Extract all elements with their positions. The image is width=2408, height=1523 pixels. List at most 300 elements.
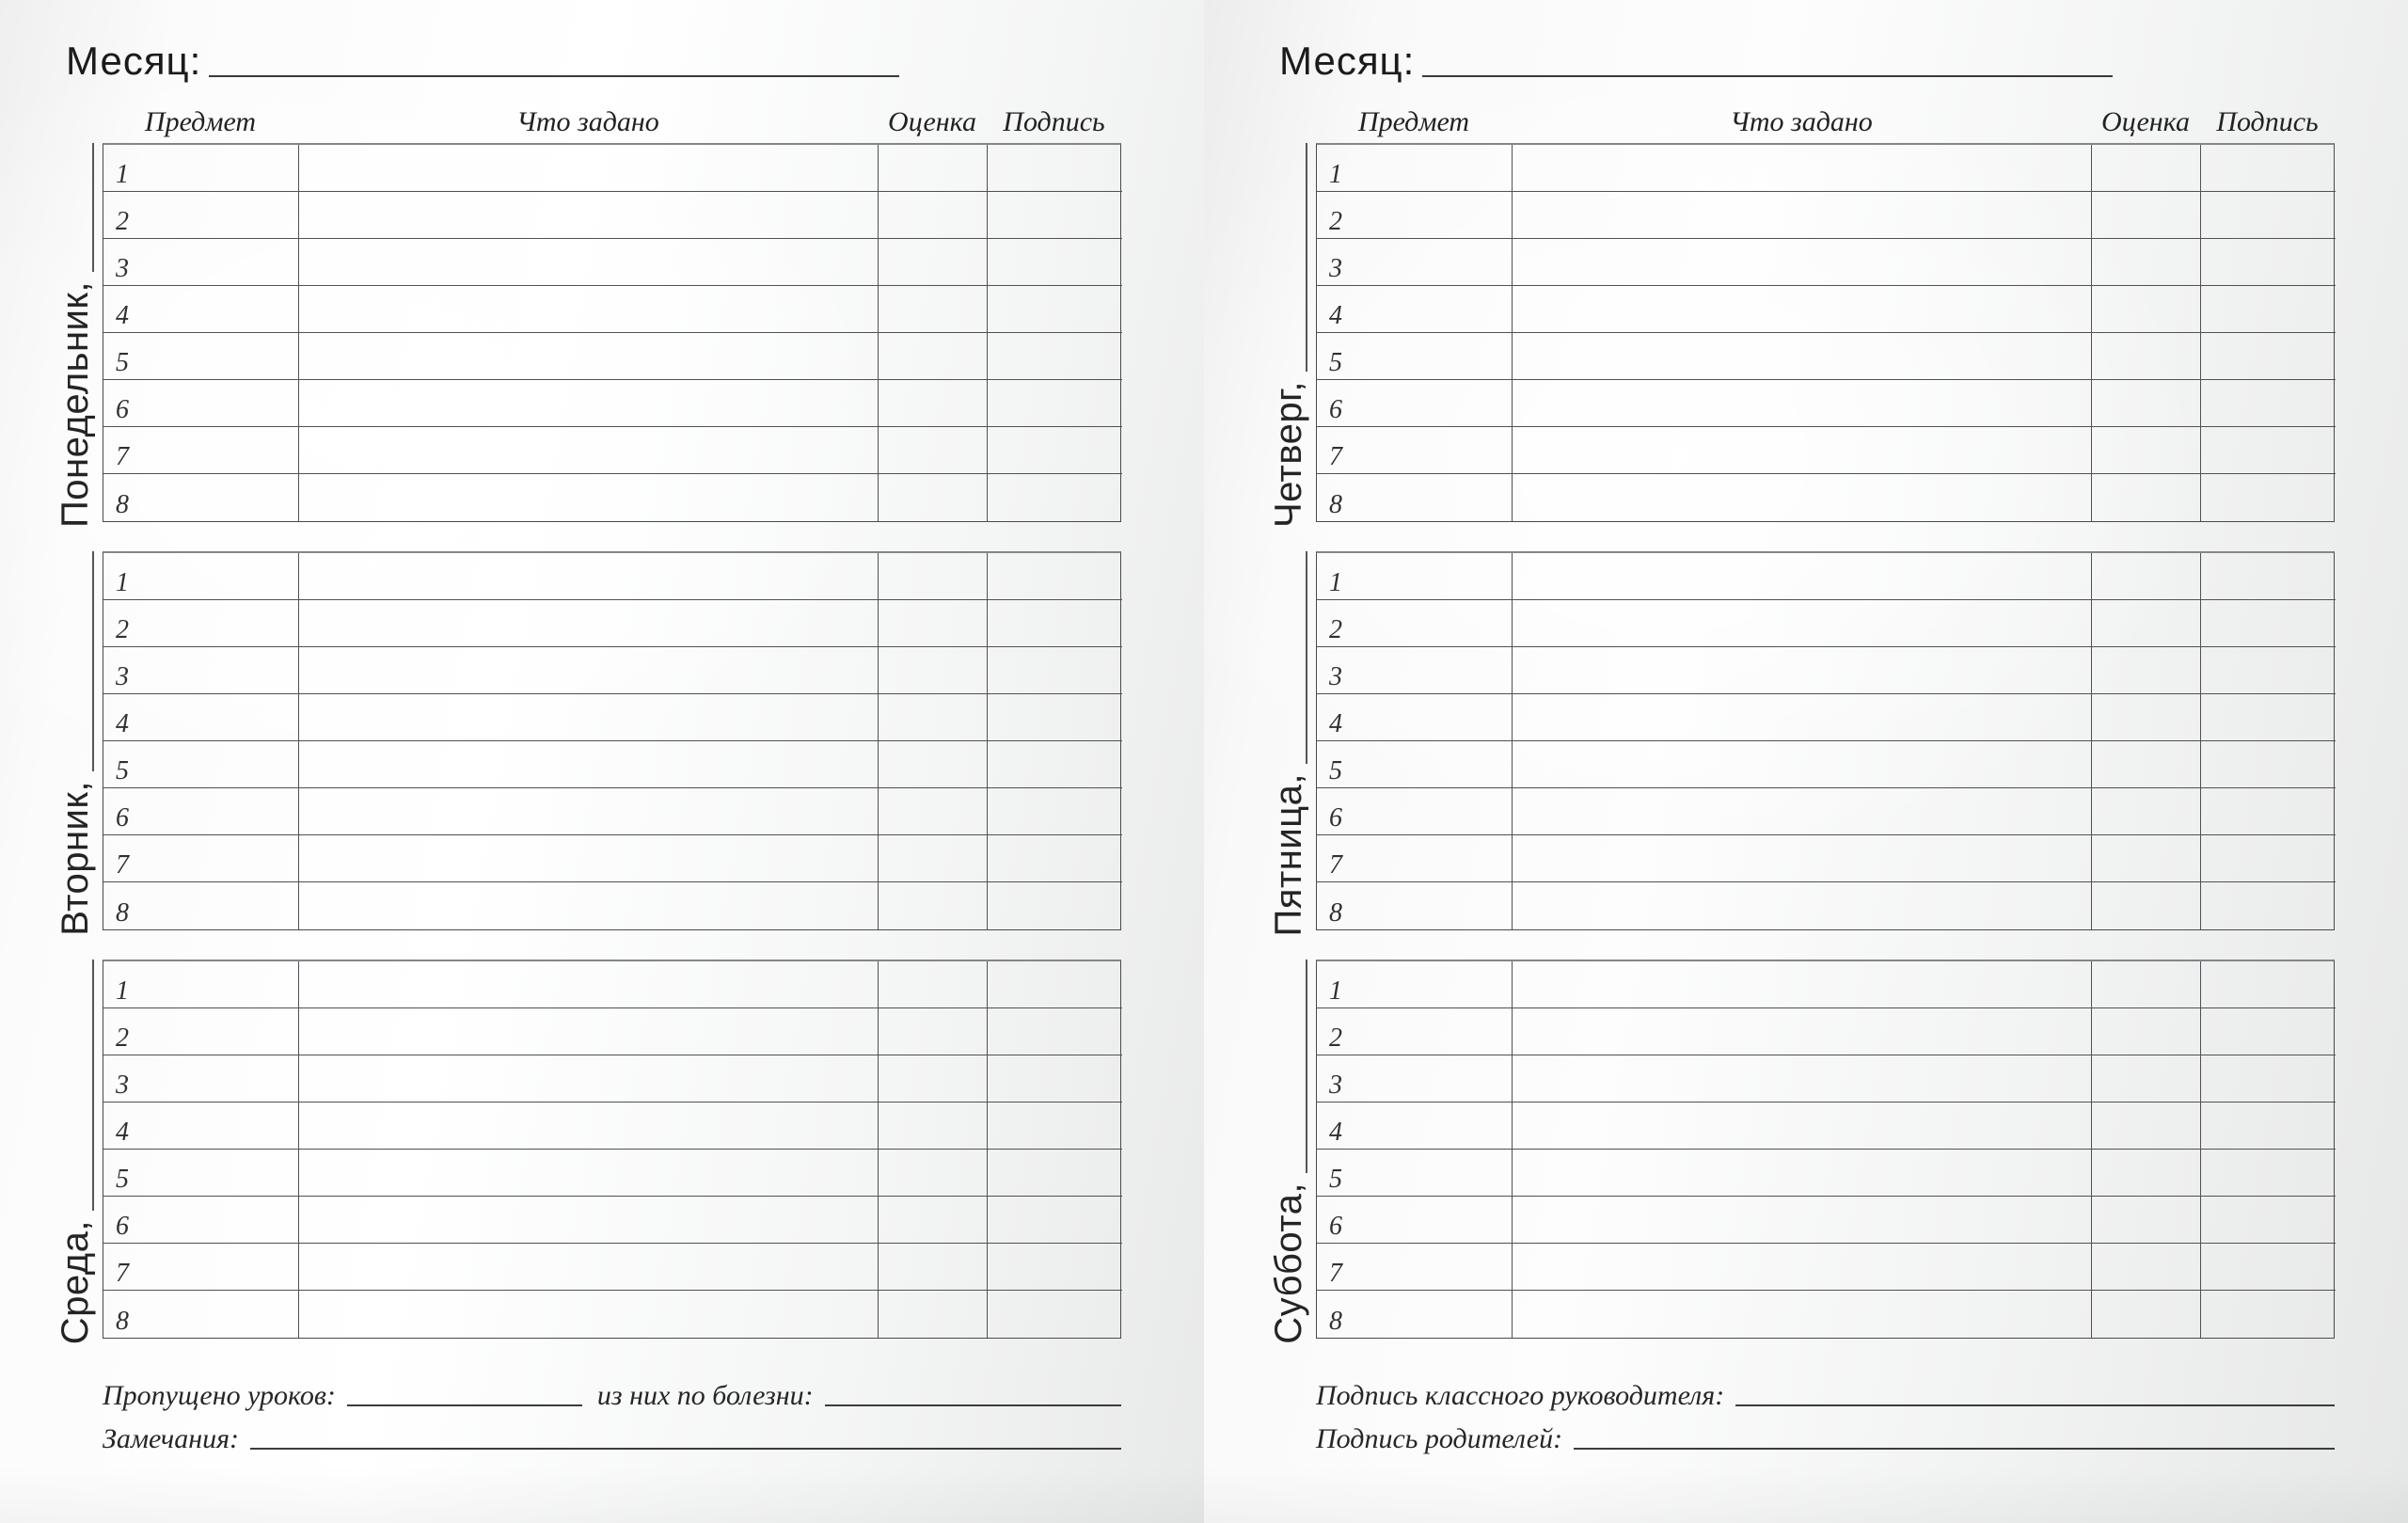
homework-cell[interactable] xyxy=(299,286,879,333)
day-rail xyxy=(1268,960,1316,1344)
date-blank-line[interactable] xyxy=(1306,960,1307,1173)
lesson-subject-cell[interactable] xyxy=(103,1103,299,1150)
homework-cell[interactable] xyxy=(299,961,879,1008)
day-block-friday xyxy=(1268,551,2408,936)
day-label-monday: Понедельник, xyxy=(55,281,96,528)
lesson-subject-cell[interactable] xyxy=(1317,145,1513,192)
lesson-number: 6 xyxy=(1329,1212,1342,1241)
class-teacher-signature-label: Подпись классного руководителя: xyxy=(1316,1380,1725,1411)
day-rail xyxy=(1268,551,1316,936)
lesson-number: 3 xyxy=(116,254,129,283)
grade-cell[interactable] xyxy=(2092,694,2201,741)
signature-cell[interactable] xyxy=(2201,788,2336,835)
homework-cell[interactable] xyxy=(1513,1197,2092,1244)
homework-cell[interactable] xyxy=(299,694,879,741)
remarks-row xyxy=(103,1411,1121,1454)
lesson-number: 3 xyxy=(116,662,129,691)
signature-cell[interactable] xyxy=(2201,1197,2336,1244)
date-blank-line[interactable] xyxy=(92,551,94,771)
signature-cell[interactable] xyxy=(2201,145,2336,192)
lesson-number: 7 xyxy=(1329,442,1342,471)
lesson-number: 1 xyxy=(1329,976,1342,1006)
lesson-number: 7 xyxy=(1329,850,1342,880)
lesson-subject-cell[interactable] xyxy=(103,1291,299,1338)
homework-cell[interactable] xyxy=(299,835,879,882)
column-header-signature: Подпись xyxy=(1003,106,1105,137)
lesson-subject-cell[interactable] xyxy=(1317,286,1513,333)
homework-cell[interactable] xyxy=(1513,647,2092,694)
date-blank-line[interactable] xyxy=(1306,143,1307,372)
lessons-table-friday xyxy=(1316,551,2335,930)
class-teacher-signature-row xyxy=(1316,1368,2335,1411)
homework-cell[interactable] xyxy=(299,1291,879,1338)
signature-cell[interactable] xyxy=(988,835,1122,882)
lesson-number: 7 xyxy=(116,850,129,880)
grade-cell[interactable] xyxy=(2092,380,2201,427)
lesson-number: 5 xyxy=(116,348,129,377)
lesson-subject-cell[interactable] xyxy=(103,961,299,1008)
homework-cell[interactable] xyxy=(1513,192,2092,239)
lessons-table-wednesday xyxy=(103,960,1121,1339)
homework-cell[interactable] xyxy=(299,474,879,521)
due-to-illness-label: из них по болезни: xyxy=(596,1380,814,1411)
lessons-table-saturday xyxy=(1316,960,2335,1339)
signature-cell[interactable] xyxy=(988,694,1122,741)
month-label: Месяц: xyxy=(66,39,202,83)
column-header-grade: Оценка xyxy=(2101,106,2190,137)
grade-cell[interactable] xyxy=(2092,961,2201,1008)
grade-cell[interactable] xyxy=(879,961,988,1008)
lesson-subject-cell[interactable] xyxy=(103,835,299,882)
grade-cell[interactable] xyxy=(879,600,988,647)
lesson-number: 6 xyxy=(116,803,129,833)
grade-cell[interactable] xyxy=(879,1244,988,1291)
homework-cell[interactable] xyxy=(299,1150,879,1197)
column-header-signature: Подпись xyxy=(2216,106,2319,137)
lesson-subject-cell[interactable] xyxy=(1317,882,1513,929)
lesson-number: 5 xyxy=(1329,1165,1342,1194)
homework-cell[interactable] xyxy=(299,882,879,929)
lesson-number: 4 xyxy=(1329,301,1342,330)
lesson-subject-cell[interactable] xyxy=(1317,1055,1513,1103)
lesson-number: 4 xyxy=(116,1118,129,1147)
lesson-subject-cell[interactable] xyxy=(103,239,299,286)
lesson-number: 2 xyxy=(116,615,129,644)
homework-cell[interactable] xyxy=(1513,1008,2092,1055)
grade-cell[interactable] xyxy=(879,474,988,521)
homework-cell[interactable] xyxy=(1513,553,2092,600)
lesson-subject-cell[interactable] xyxy=(103,1244,299,1291)
signature-cell[interactable] xyxy=(2201,474,2336,521)
grade-cell[interactable] xyxy=(879,741,988,788)
date-blank-line[interactable] xyxy=(92,960,94,1211)
lesson-number: 3 xyxy=(116,1071,129,1100)
lessons-table-monday xyxy=(103,143,1121,522)
signature-cell[interactable] xyxy=(2201,553,2336,600)
homework-cell[interactable] xyxy=(1513,1055,2092,1103)
signature-cell[interactable] xyxy=(988,882,1122,929)
homework-cell[interactable] xyxy=(1513,145,2092,192)
day-rail xyxy=(55,960,103,1344)
lesson-number: 2 xyxy=(1329,1023,1342,1053)
grade-cell[interactable] xyxy=(879,553,988,600)
lesson-subject-cell[interactable] xyxy=(1317,553,1513,600)
signature-cell[interactable] xyxy=(988,788,1122,835)
lesson-number: 6 xyxy=(1329,395,1342,424)
page-right xyxy=(1204,0,2408,1523)
lesson-number: 1 xyxy=(1329,568,1342,597)
page-footer-left xyxy=(103,1368,1121,1454)
lesson-subject-cell[interactable] xyxy=(103,788,299,835)
homework-cell[interactable] xyxy=(299,1008,879,1055)
signature-cell[interactable] xyxy=(988,1008,1122,1055)
signature-cell[interactable] xyxy=(2201,647,2336,694)
lesson-number: 4 xyxy=(116,301,129,330)
lesson-number: 8 xyxy=(1329,1307,1342,1336)
grade-cell[interactable] xyxy=(879,1008,988,1055)
column-header-subject: Предмет xyxy=(144,106,257,137)
grade-cell[interactable] xyxy=(2092,1150,2201,1197)
grade-cell[interactable] xyxy=(2092,1008,2201,1055)
day-block-tuesday xyxy=(55,551,1204,936)
parents-signature-row xyxy=(1316,1411,2335,1454)
grade-cell[interactable] xyxy=(879,694,988,741)
homework-cell[interactable] xyxy=(299,741,879,788)
grade-cell[interactable] xyxy=(879,380,988,427)
grade-cell[interactable] xyxy=(2092,145,2201,192)
lesson-subject-cell[interactable] xyxy=(1317,239,1513,286)
day-label-saturday: Суббота, xyxy=(1268,1182,1309,1344)
homework-cell[interactable] xyxy=(1513,474,2092,521)
signature-cell[interactable] xyxy=(988,286,1122,333)
grade-cell[interactable] xyxy=(879,1197,988,1244)
grade-cell[interactable] xyxy=(2092,1103,2201,1150)
grade-cell[interactable] xyxy=(2092,741,2201,788)
signature-cell[interactable] xyxy=(988,333,1122,380)
homework-cell[interactable] xyxy=(1513,1103,2092,1150)
homework-cell[interactable] xyxy=(1513,694,2092,741)
grade-cell[interactable] xyxy=(2092,1244,2201,1291)
lesson-subject-cell[interactable] xyxy=(103,1150,299,1197)
lesson-subject-cell[interactable] xyxy=(103,553,299,600)
lesson-subject-cell[interactable] xyxy=(103,741,299,788)
grade-cell[interactable] xyxy=(879,427,988,474)
lesson-subject-cell[interactable] xyxy=(1317,1197,1513,1244)
signature-cell[interactable] xyxy=(988,145,1122,192)
lesson-subject-cell[interactable] xyxy=(1317,474,1513,521)
parents-signature-label: Подпись родителей: xyxy=(1316,1423,1563,1454)
grade-cell[interactable] xyxy=(2092,788,2201,835)
lesson-subject-cell[interactable] xyxy=(1317,427,1513,474)
signature-cell[interactable] xyxy=(988,961,1122,1008)
grade-cell[interactable] xyxy=(879,835,988,882)
lesson-subject-cell[interactable] xyxy=(1317,1008,1513,1055)
grade-cell[interactable] xyxy=(879,145,988,192)
lesson-number: 2 xyxy=(1329,207,1342,236)
grade-cell[interactable] xyxy=(2092,882,2201,929)
signature-cell[interactable] xyxy=(2201,239,2336,286)
grade-cell[interactable] xyxy=(2092,600,2201,647)
grade-cell[interactable] xyxy=(2092,427,2201,474)
homework-cell[interactable] xyxy=(1513,333,2092,380)
lesson-subject-cell[interactable] xyxy=(1317,333,1513,380)
lesson-number: 1 xyxy=(116,568,129,597)
homework-cell[interactable] xyxy=(1513,1150,2092,1197)
signature-cell[interactable] xyxy=(988,427,1122,474)
lesson-subject-cell[interactable] xyxy=(103,333,299,380)
grade-cell[interactable] xyxy=(879,1103,988,1150)
grade-cell[interactable] xyxy=(2092,286,2201,333)
grade-cell[interactable] xyxy=(2092,192,2201,239)
signature-cell[interactable] xyxy=(2201,380,2336,427)
grade-cell[interactable] xyxy=(879,333,988,380)
signature-cell[interactable] xyxy=(988,1150,1122,1197)
day-label-wednesday: Среда, xyxy=(55,1219,96,1344)
signature-cell[interactable] xyxy=(2201,741,2336,788)
homework-cell[interactable] xyxy=(1513,239,2092,286)
homework-cell[interactable] xyxy=(299,380,879,427)
signature-cell[interactable] xyxy=(988,380,1122,427)
month-label: Месяц: xyxy=(1279,39,1416,83)
signature-cell[interactable] xyxy=(2201,1244,2336,1291)
lesson-subject-cell[interactable] xyxy=(1317,380,1513,427)
lesson-number: 6 xyxy=(116,395,129,424)
due-to-illness-blank-line[interactable] xyxy=(825,1404,1121,1406)
signature-cell[interactable] xyxy=(2201,1103,2336,1150)
lesson-subject-cell[interactable] xyxy=(103,192,299,239)
grade-cell[interactable] xyxy=(2092,1055,2201,1103)
lesson-number: 1 xyxy=(116,976,129,1006)
lesson-number: 5 xyxy=(116,1165,129,1194)
signature-cell[interactable] xyxy=(988,1197,1122,1244)
lesson-subject-cell[interactable] xyxy=(1317,1103,1513,1150)
grade-cell[interactable] xyxy=(2092,239,2201,286)
month-blank-line[interactable] xyxy=(209,75,899,77)
homework-cell[interactable] xyxy=(299,647,879,694)
column-header-homework: Что задано xyxy=(1730,106,1873,137)
grade-cell[interactable] xyxy=(2092,474,2201,521)
day-block-monday xyxy=(55,143,1204,528)
signature-cell[interactable] xyxy=(2201,286,2336,333)
signature-cell[interactable] xyxy=(2201,600,2336,647)
lesson-subject-cell[interactable] xyxy=(1317,1150,1513,1197)
homework-cell[interactable] xyxy=(1513,380,2092,427)
day-rail xyxy=(1268,143,1316,528)
lesson-subject-cell[interactable] xyxy=(1317,600,1513,647)
homework-cell[interactable] xyxy=(1513,286,2092,333)
lesson-subject-cell[interactable] xyxy=(103,600,299,647)
grade-cell[interactable] xyxy=(879,192,988,239)
homework-cell[interactable] xyxy=(1513,961,2092,1008)
month-row xyxy=(1279,32,2113,81)
lesson-subject-cell[interactable] xyxy=(103,647,299,694)
signature-cell[interactable] xyxy=(2201,694,2336,741)
grade-cell[interactable] xyxy=(879,1055,988,1103)
grade-cell[interactable] xyxy=(2092,647,2201,694)
class-teacher-signature-blank-line[interactable] xyxy=(1735,1404,2335,1406)
grade-cell[interactable] xyxy=(2092,333,2201,380)
lesson-number: 2 xyxy=(116,1023,129,1053)
lesson-subject-cell[interactable] xyxy=(103,380,299,427)
homework-cell[interactable] xyxy=(299,1244,879,1291)
lesson-subject-cell[interactable] xyxy=(103,286,299,333)
signature-cell[interactable] xyxy=(988,647,1122,694)
signature-cell[interactable] xyxy=(2201,1055,2336,1103)
date-blank-line[interactable] xyxy=(1306,551,1307,764)
lesson-number: 4 xyxy=(1329,1118,1342,1147)
day-label-tuesday: Вторник, xyxy=(55,781,96,936)
signature-cell[interactable] xyxy=(988,1055,1122,1103)
day-rail xyxy=(55,143,103,528)
signature-cell[interactable] xyxy=(2201,882,2336,929)
homework-cell[interactable] xyxy=(299,333,879,380)
lesson-number: 2 xyxy=(1329,615,1342,644)
column-header-grade: Оценка xyxy=(888,106,976,137)
signature-cell[interactable] xyxy=(988,1244,1122,1291)
signature-cell[interactable] xyxy=(2201,1150,2336,1197)
signature-cell[interactable] xyxy=(988,553,1122,600)
lesson-subject-cell[interactable] xyxy=(1317,192,1513,239)
missed-lessons-blank-line[interactable] xyxy=(347,1404,582,1406)
signature-cell[interactable] xyxy=(2201,192,2336,239)
grade-cell[interactable] xyxy=(2092,1291,2201,1338)
lesson-number: 4 xyxy=(116,709,129,738)
signature-cell[interactable] xyxy=(988,192,1122,239)
lesson-number: 8 xyxy=(116,1307,129,1336)
lesson-subject-cell[interactable] xyxy=(103,145,299,192)
day-block-thursday xyxy=(1268,143,2408,528)
grade-cell[interactable] xyxy=(879,1291,988,1338)
lesson-subject-cell[interactable] xyxy=(1317,788,1513,835)
lesson-number: 7 xyxy=(116,1259,129,1288)
lesson-subject-cell[interactable] xyxy=(1317,835,1513,882)
date-blank-line[interactable] xyxy=(92,143,94,272)
lesson-subject-cell[interactable] xyxy=(1317,741,1513,788)
grade-cell[interactable] xyxy=(879,647,988,694)
day-label-friday: Пятница, xyxy=(1268,772,1309,936)
signature-cell[interactable] xyxy=(988,600,1122,647)
lesson-subject-cell[interactable] xyxy=(103,694,299,741)
homework-cell[interactable] xyxy=(299,427,879,474)
lessons-table-tuesday xyxy=(103,551,1121,930)
page-footer-right xyxy=(1316,1368,2335,1454)
signature-cell[interactable] xyxy=(2201,1008,2336,1055)
homework-cell[interactable] xyxy=(1513,1291,2092,1338)
homework-cell[interactable] xyxy=(1513,1244,2092,1291)
lessons-table-thursday xyxy=(1316,143,2335,522)
lesson-subject-cell[interactable] xyxy=(103,1008,299,1055)
lesson-subject-cell[interactable] xyxy=(103,1055,299,1103)
grade-cell[interactable] xyxy=(879,788,988,835)
lesson-subject-cell[interactable] xyxy=(103,427,299,474)
signature-cell[interactable] xyxy=(988,741,1122,788)
homework-cell[interactable] xyxy=(299,600,879,647)
homework-cell[interactable] xyxy=(1513,427,2092,474)
grade-cell[interactable] xyxy=(2092,553,2201,600)
missed-lessons-row xyxy=(103,1368,1121,1411)
column-header-homework: Что задано xyxy=(516,106,659,137)
homework-cell[interactable] xyxy=(1513,600,2092,647)
missed-lessons-label: Пропущено уроков: xyxy=(103,1380,336,1411)
signature-cell[interactable] xyxy=(2201,835,2336,882)
homework-cell[interactable] xyxy=(1513,741,2092,788)
homework-cell[interactable] xyxy=(1513,835,2092,882)
homework-cell[interactable] xyxy=(299,145,879,192)
month-row xyxy=(66,32,899,81)
lesson-number: 8 xyxy=(116,490,129,519)
lesson-number: 7 xyxy=(116,442,129,471)
homework-cell[interactable] xyxy=(1513,788,2092,835)
lesson-number: 8 xyxy=(1329,490,1342,519)
signature-cell[interactable] xyxy=(2201,961,2336,1008)
homework-cell[interactable] xyxy=(1513,882,2092,929)
homework-cell[interactable] xyxy=(299,788,879,835)
lesson-number: 5 xyxy=(116,756,129,785)
grade-cell[interactable] xyxy=(879,286,988,333)
lesson-number: 5 xyxy=(1329,756,1342,785)
day-rail xyxy=(55,551,103,936)
column-headers xyxy=(1316,100,2335,143)
parents-signature-blank-line[interactable] xyxy=(1574,1448,2335,1450)
day-label-thursday: Четверг, xyxy=(1268,380,1309,528)
day-block-saturday xyxy=(1268,960,2408,1344)
lesson-number: 7 xyxy=(1329,1259,1342,1288)
homework-cell[interactable] xyxy=(299,239,879,286)
grade-cell[interactable] xyxy=(879,1150,988,1197)
grade-cell[interactable] xyxy=(2092,1197,2201,1244)
signature-cell[interactable] xyxy=(988,239,1122,286)
lesson-number: 5 xyxy=(1329,348,1342,377)
lesson-subject-cell[interactable] xyxy=(1317,694,1513,741)
lesson-number: 1 xyxy=(116,160,129,189)
lesson-subject-cell[interactable] xyxy=(1317,1244,1513,1291)
remarks-label: Замечания: xyxy=(103,1423,240,1454)
homework-cell[interactable] xyxy=(299,1197,879,1244)
lesson-number: 4 xyxy=(1329,709,1342,738)
signature-cell[interactable] xyxy=(988,1103,1122,1150)
lesson-number: 2 xyxy=(116,207,129,236)
column-headers xyxy=(103,100,1121,143)
homework-cell[interactable] xyxy=(299,192,879,239)
lesson-subject-cell[interactable] xyxy=(103,882,299,929)
homework-cell[interactable] xyxy=(299,1103,879,1150)
column-header-subject: Предмет xyxy=(1357,106,1470,137)
lesson-subject-cell[interactable] xyxy=(1317,647,1513,694)
signature-cell[interactable] xyxy=(988,474,1122,521)
lesson-number: 3 xyxy=(1329,254,1342,283)
homework-cell[interactable] xyxy=(299,1055,879,1103)
grade-cell[interactable] xyxy=(879,239,988,286)
remarks-blank-line[interactable] xyxy=(250,1448,1121,1450)
signature-cell[interactable] xyxy=(2201,1291,2336,1338)
lesson-subject-cell[interactable] xyxy=(103,474,299,521)
lesson-subject-cell[interactable] xyxy=(1317,1291,1513,1338)
lesson-number: 8 xyxy=(116,898,129,928)
homework-cell[interactable] xyxy=(299,553,879,600)
signature-cell[interactable] xyxy=(988,1291,1122,1338)
signature-cell[interactable] xyxy=(2201,427,2336,474)
lesson-subject-cell[interactable] xyxy=(1317,961,1513,1008)
grade-cell[interactable] xyxy=(2092,835,2201,882)
signature-cell[interactable] xyxy=(2201,333,2336,380)
month-blank-line[interactable] xyxy=(1422,75,2113,77)
lesson-subject-cell[interactable] xyxy=(103,1197,299,1244)
grade-cell[interactable] xyxy=(879,882,988,929)
lesson-number: 6 xyxy=(116,1212,129,1241)
lesson-number: 1 xyxy=(1329,160,1342,189)
lesson-number: 3 xyxy=(1329,1071,1342,1100)
lesson-number: 3 xyxy=(1329,662,1342,691)
